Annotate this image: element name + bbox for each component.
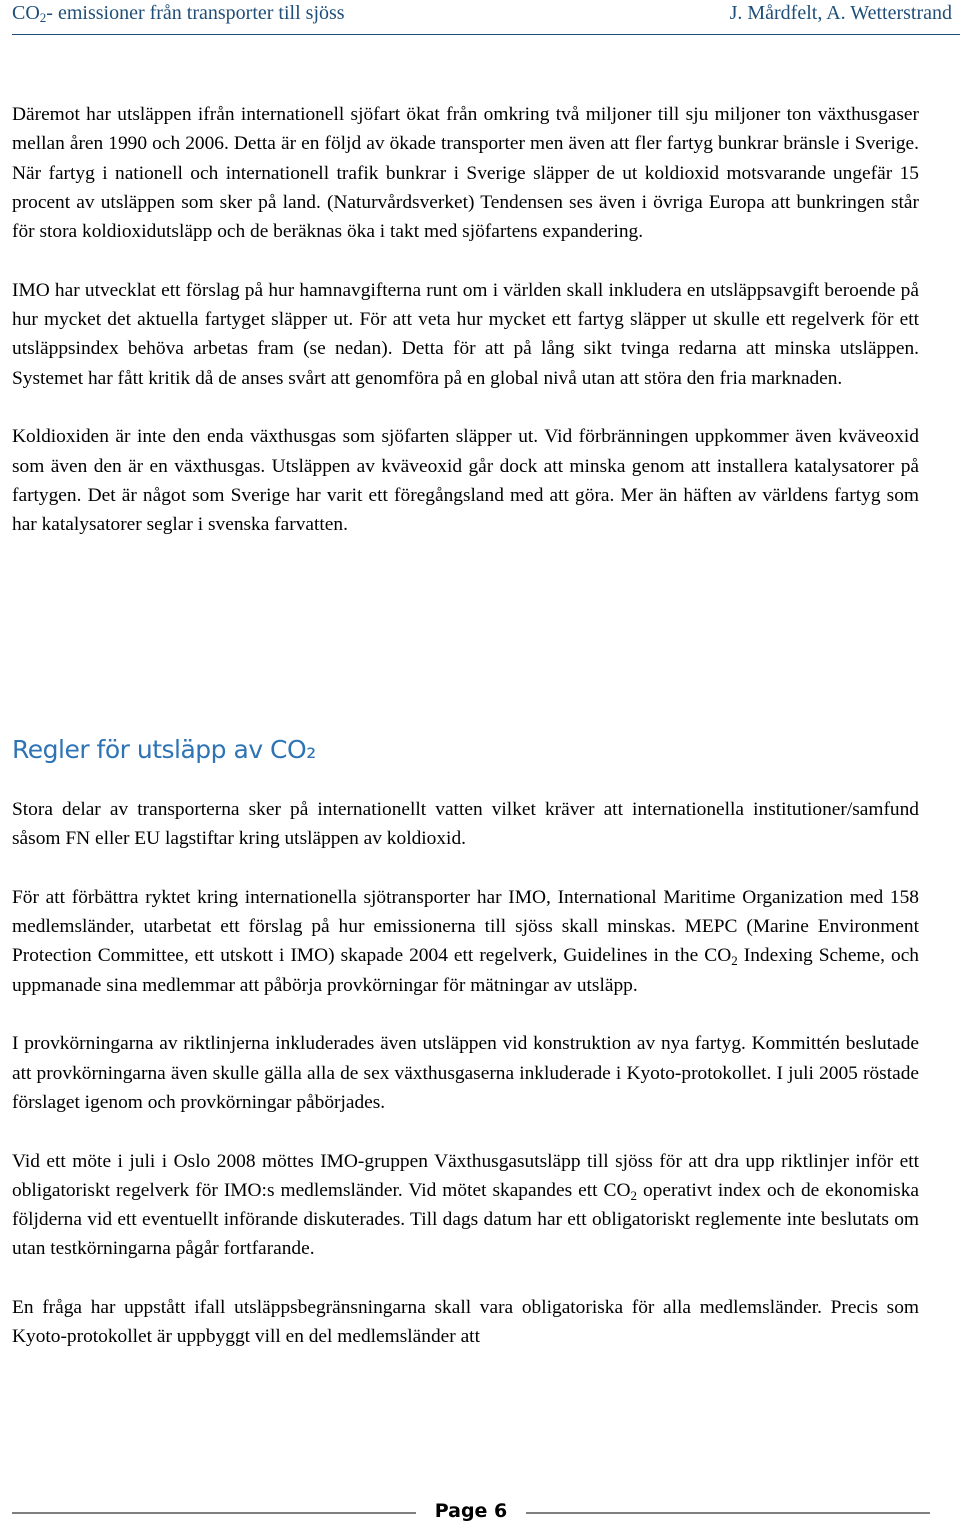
page-header bbox=[12, 2, 960, 35]
header-authors: J. Mårdfelt, A. Wetterstrand bbox=[729, 2, 952, 24]
body-text-section bbox=[12, 795, 919, 1381]
paragraph: Koldioxiden är inte den enda växthusgas som sjöfarten släpper ut. Vid förbränningen uppkommer även kväveoxid som även den är en växthusgas. Utsläppen av kväveoxid går dock att minska genom att installera katalysatorer på fartygen. Det är något som Sverige har varit ett föregångsland med att göra. Mer än häften av världens fartyg som har katalysatorer seglar i svenska farvatten. bbox=[12, 426, 919, 536]
co2-subscript: 2 bbox=[731, 953, 738, 969]
page-footer bbox=[12, 1500, 930, 1530]
footer-rule-right bbox=[526, 1512, 930, 1514]
body-text-top bbox=[12, 100, 919, 569]
paragraph: Däremot har utsläppen ifrån internationell sjöfart ökat från omkring två miljoner till sju miljoner ton växthusgaser mellan åren 1990 och 2006. Detta är en följd av ökade transporter men även att fler fartyg bunkrar bränsle i Sverige. När fartyg i nationell och internationell trafik bunkrar i Sverige släpper de ut koldioxid motsvarande ungefär 15 procent av utsläppen som sker på land. (Naturvårdsverket) Tendensen ses även i övriga Europa att bunkringen står för stora koldioxidutsläpp och de beräknas öka i takt med sjöfartens expandering. bbox=[12, 104, 919, 243]
header-title-co: CO bbox=[12, 2, 40, 24]
header-title-rest: - emissioner från transporter till sjöss bbox=[46, 2, 345, 24]
paragraph: En fråga har uppstått ifall utsläppsbegränsningarna skall vara obligatoriska för alla medlemsländer. Precis som Kyoto-protokollet är uppbyggt vill en del medlemsländer att bbox=[12, 1297, 919, 1348]
paragraph: I provkörningarna av riktlinjerna inkluderades även utsläppen vid konstruktion av nya fartyg. Kommittén beslutade att provkörningarna även skulle gälla alla de sex växthusgaserna inkluderade i Kyoto-protokollet. I juli 2005 röstade förslaget igenom och provkörningar påbörjades. bbox=[12, 1033, 919, 1113]
paragraph-part: Indexing Scheme, och uppmanade sina medlemmar att påbörja provkörningar för mätningar av utsläpp. bbox=[12, 945, 919, 996]
paragraph-part: För att förbättra ryktet kring internationella sjötransporter har IMO, International Maritime Organization med 158 medlemsländer, utarbetat ett förslag på hur emissionerna till sjöss skall minskas. MEPC (Marine Environment Protection Committee, ett utskott i IMO) skapade 2004 ett regelverk, Guidelines in the CO bbox=[12, 886, 919, 967]
section-heading: Regler för utsläpp av CO₂ bbox=[12, 735, 316, 764]
page-number: Page 6 bbox=[434, 1500, 508, 1522]
header-title bbox=[12, 2, 345, 25]
header-title-subscript: 2 bbox=[39, 10, 47, 25]
paragraph: IMO har utvecklat ett förslag på hur hamnavgifterna runt om i världen skall inkludera en utsläppsavgift beroende på hur mycket det aktuella fartyget släpper ut. För att veta hur mycket ett fartyg släpper ut skulle ett regelverk för ett utsläppsindex behöva arbetas fram (se nedan). Detta för att på lång sikt tvinga redarna att minska utsläppen. Systemet har fått kritik då de anses svårt att genomföra på en global nivå utan att störa den fria marknaden. bbox=[12, 279, 919, 389]
paragraph: Stora delar av transporterna sker på internationellt vatten vilket kräver att internationella institutioner/samfund såsom FN eller EU lagstiftar kring utsläppen av koldioxid. bbox=[12, 799, 919, 850]
co2-subscript: 2 bbox=[630, 1187, 637, 1203]
paragraph-part: operativt index och de ekonomiska följderna vid ett eventuellt införande diskuterades. Till dags datum har ett obligatoriskt reglemente inte beslutats om utan testkörningarna pågår fortfarande. bbox=[12, 1179, 920, 1260]
paragraph bbox=[12, 1147, 919, 1264]
paragraph bbox=[12, 883, 919, 1000]
paragraph-part: Vid ett möte i juli i Oslo 2008 möttes IMO-gruppen Växthusgasutsläpp till sjöss för att dra upp riktlinjer inför ett obligatoriskt regelverk för IMO:s medlemsländer. Vid mötet skapandes ett CO bbox=[12, 1150, 919, 1201]
